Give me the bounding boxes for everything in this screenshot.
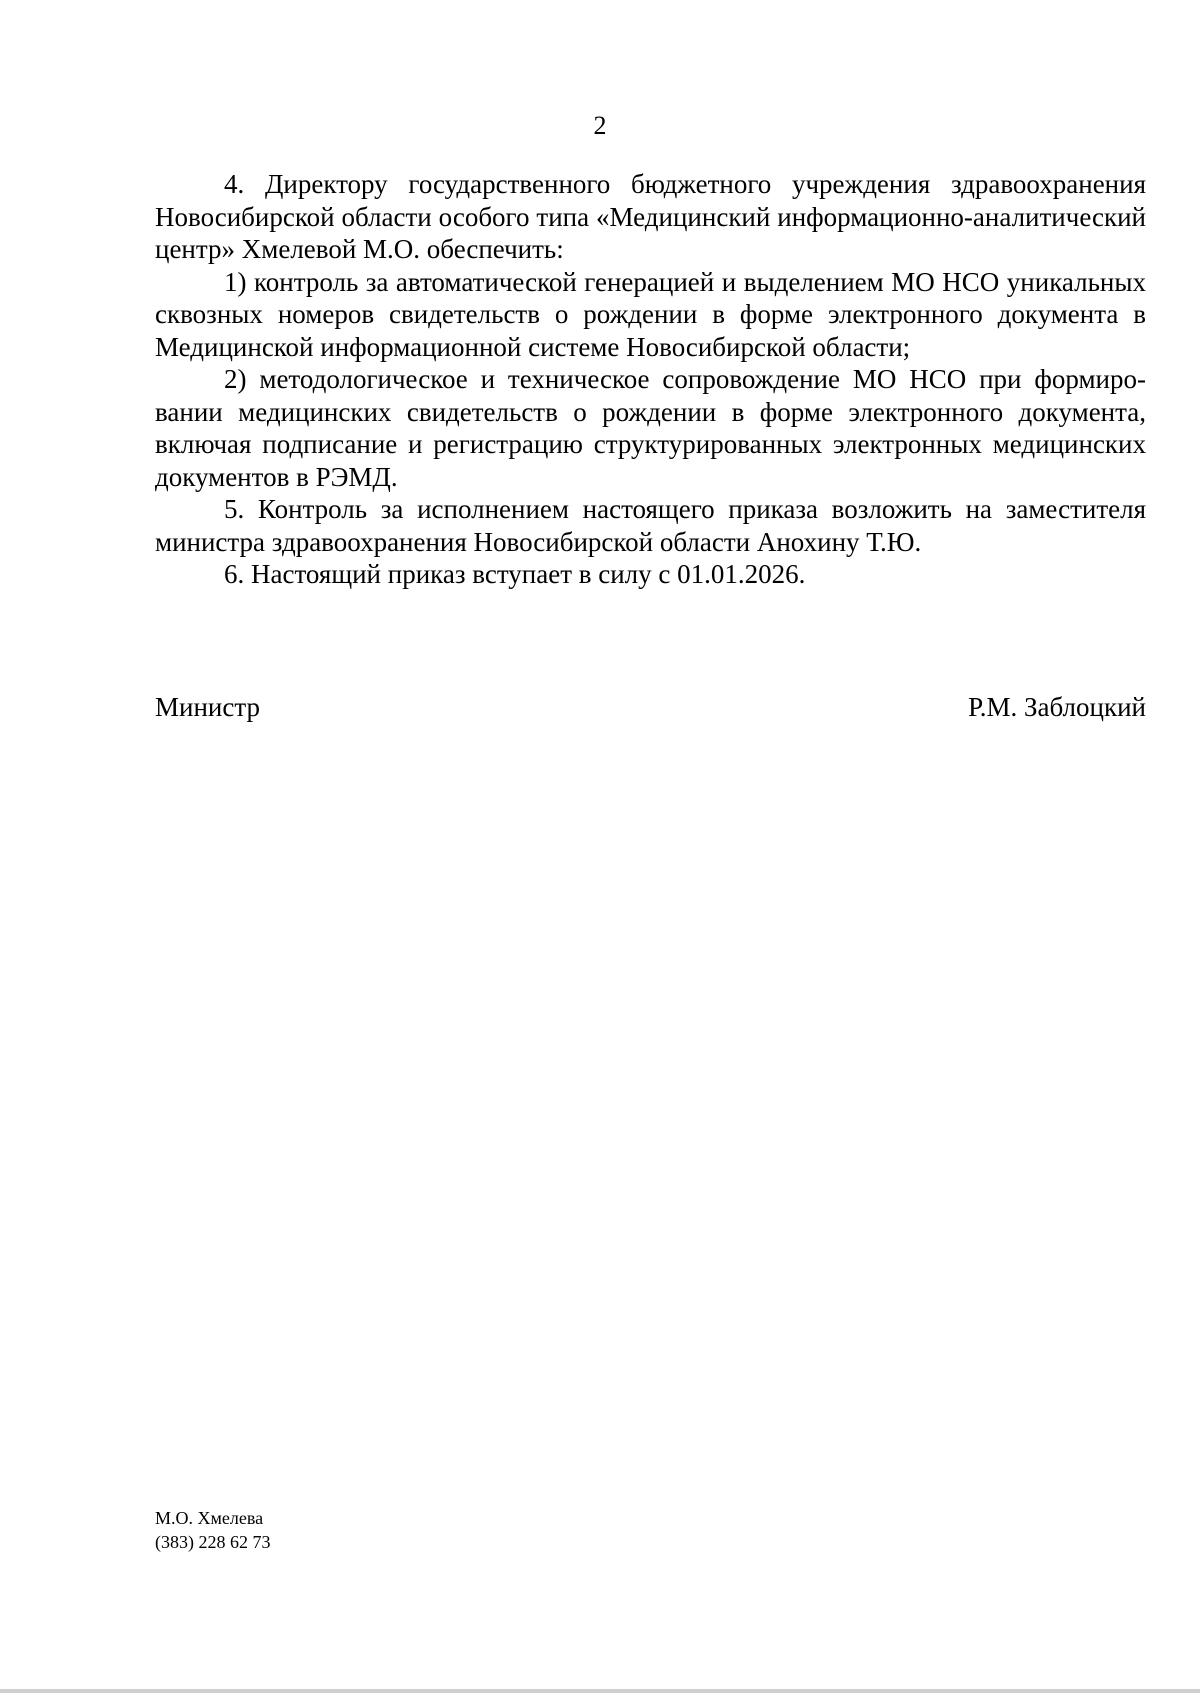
paragraph-item-4: 4. Директору государственного бюджетного учреждения здравоохранения Новосибирской области особого типа «Медицинский информационно-аналитический центр» Хмелевой М.О. обеспечить: xyxy=(155,169,1146,264)
paragraph-subitem-1: 1) контроль за автоматической генерацией и выделением МО НСО уникальных сквозных номеров свидетельств о рождении в форме электронного документа в Медицинской информационной системе Новосибирской области; xyxy=(155,266,1146,362)
paragraph-item-6: 6. Настоящий приказ вступает в силу с 01.01.2026. xyxy=(224,559,806,589)
signatory-title: Министр xyxy=(155,692,260,722)
order-body xyxy=(155,168,1146,591)
signatory-name: Р.М. Заблоцкий xyxy=(968,692,1146,722)
paragraph-subitem-2: 2) методологическое и техническое сопровождение МО НСО при формировании медицинских свидетельств о рождении в форме электронного документа, включая подписание и регистрацию структурированных электронных медицинских документов в РЭМД. xyxy=(155,364,1146,492)
executor-phone: (383) 228 62 73 xyxy=(155,1532,271,1552)
signature-block xyxy=(155,690,1146,724)
paragraph-item-5: 5. Контроль за исполнением настоящего приказа возложить на заместителя министра здравоохранения Новосибирской области Анохину Т.Ю. xyxy=(155,494,1146,557)
executor-block xyxy=(155,1506,271,1554)
page-number: 2 xyxy=(593,111,607,140)
scan-bottom-edge xyxy=(0,1689,1200,1693)
executor-name: М.О. Хмелева xyxy=(155,1508,264,1528)
